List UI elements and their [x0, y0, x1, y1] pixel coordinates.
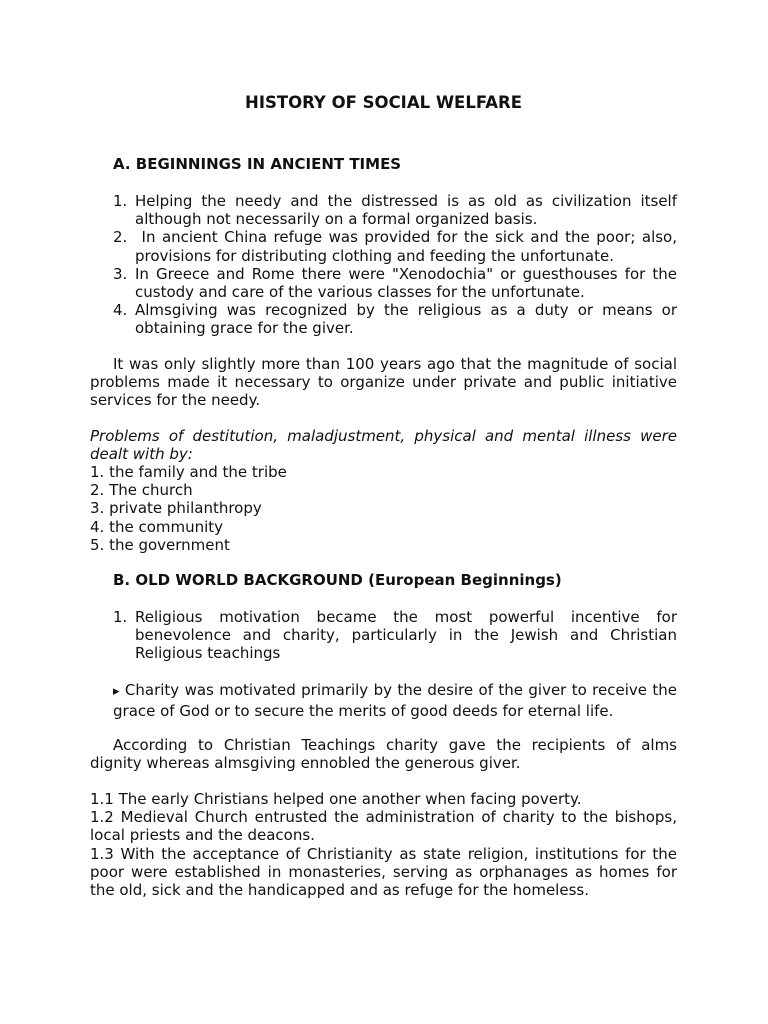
- list-item: [113, 192, 677, 228]
- list-item-number: 4.: [113, 301, 128, 320]
- problems-intro: Problems of destitution, maladjustment, physical and mental illness were dealt with by:: [90, 427, 677, 464]
- list-item: [113, 265, 677, 301]
- list-item: [113, 228, 682, 265]
- list-item: 1. the family and the tribe: [90, 463, 287, 481]
- list-item: 1.3 With the acceptance of Christianity as state religion, institutions for the poor were established in monasteries, serving as orphanages as homes for the old, sick and the handicapped and as refuge for the homeless.: [90, 844, 677, 900]
- bullet-text: Charity was motivated primarily by the desire of the giver to receive the grace of God or to secure the merits of good deeds for eternal life.: [113, 681, 682, 720]
- list-item: 5. the government: [90, 535, 230, 554]
- list-item: 1.2 Medieval Church entrusted the administration of charity to the bishops, local priests and the deacons.: [90, 808, 677, 845]
- list-item: 4. the community: [90, 517, 224, 536]
- dealt-with-list: [90, 463, 677, 554]
- list-item-text: Religious motivation became the most powerful incentive for benevolence and charity, particularly in the Jewish and Christian Religious teachings: [135, 608, 677, 663]
- sub-points-list: [90, 790, 677, 899]
- list-item-text: Helping the needy and the distressed is as old as civilization itself although not necessarily on a formal organized basis.: [135, 192, 677, 229]
- list-item-text: In ancient China refuge was provided for the sick and the poor; also, provisions for distributing clothing and feeding the unfortunate.: [135, 228, 682, 265]
- list-item: 1.1 The early Christians helped one another when facing poverty.: [90, 790, 582, 808]
- section-a-heading: A. BEGINNINGS IN ANCIENT TIMES: [113, 155, 402, 173]
- list-item: 2. The church: [90, 481, 193, 500]
- list-item-number: 2.: [113, 228, 128, 247]
- list-item: 3. private philanthropy: [90, 499, 262, 518]
- intro-paragraph: It was only slightly more than 100 years ago that the magnitude of social problems made it necessary to organize under private and public initiative services for the needy.: [90, 355, 677, 410]
- section-a-list: [113, 192, 682, 338]
- triangle-bullet-icon: ▸: [113, 684, 120, 699]
- list-item-text: In Greece and Rome there were "Xenodochia" or guesthouses for the custody and care of the various classes for the unfortunate.: [135, 264, 677, 302]
- christian-teachings-paragraph: According to Christian Teachings charity gave the recipients of alms dignity whereas almsgiving ennobled the generous giver.: [90, 736, 677, 773]
- list-item-number: 1.: [113, 192, 128, 210]
- page-title: HISTORY OF SOCIAL WELFARE: [245, 93, 522, 112]
- list-item-number: 1.: [113, 608, 128, 626]
- charity-bullet: [113, 681, 682, 720]
- section-b-heading: B. OLD WORLD BACKGROUND (European Beginnings): [113, 571, 562, 589]
- section-b-list: [113, 608, 677, 663]
- list-item-number: 3.: [113, 264, 128, 283]
- list-item: [113, 608, 677, 663]
- list-item: [113, 301, 677, 337]
- list-item-text: Almsgiving was recognized by the religious as a duty or means or obtaining grace for the giver.: [135, 301, 677, 338]
